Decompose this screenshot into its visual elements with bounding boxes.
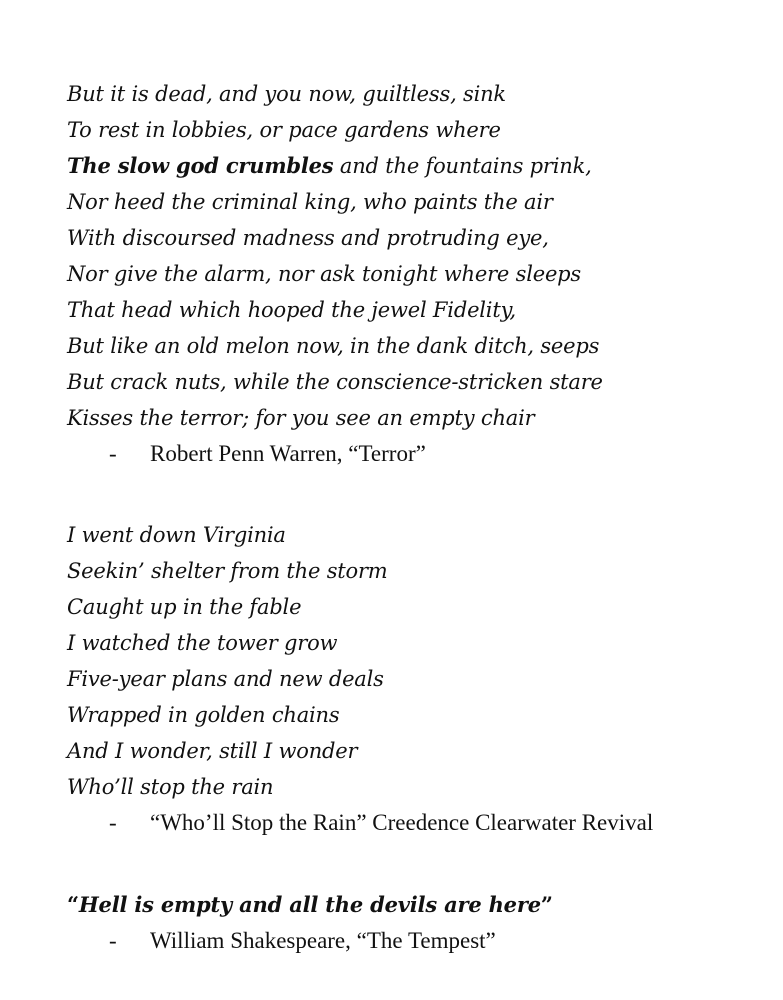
quote-text: Hell is empty and all the devils are here bbox=[78, 892, 541, 917]
attribution-dash: - bbox=[109, 810, 117, 835]
poem-line-continuation: and the fountains prink, bbox=[333, 154, 592, 178]
close-quote-mark: ” bbox=[540, 892, 553, 917]
lyric-line: And I wonder, still I wonder bbox=[67, 739, 358, 763]
poem-line: Nor give the alarm, nor ask tonight where sleeps bbox=[67, 262, 582, 286]
attribution bbox=[67, 923, 767, 959]
quote-line bbox=[67, 887, 767, 923]
poem-line: But like an old melon now, in the dank ditch, seeps bbox=[67, 334, 600, 358]
poem-line: But it is dead, and you now, guiltless, sink bbox=[67, 82, 506, 106]
lyric-line: I went down Virginia bbox=[67, 523, 286, 547]
poem-line: Kisses the terror; for you see an empty chair bbox=[67, 406, 535, 430]
attribution-text: William Shakespeare, “The Tempest” bbox=[150, 928, 496, 953]
lyric-line: Wrapped in golden chains bbox=[67, 703, 340, 727]
lyric-line: Caught up in the fable bbox=[67, 595, 302, 619]
open-quote-mark: “ bbox=[67, 892, 79, 917]
poem-line: To rest in lobbies, or pace gardens where bbox=[67, 118, 501, 142]
attribution bbox=[67, 805, 767, 841]
poem-line: But crack nuts, while the conscience-stricken stare bbox=[67, 370, 603, 394]
lyric-line: Seekin’ shelter from the storm bbox=[67, 559, 388, 583]
poem-stanza-rain bbox=[67, 517, 767, 841]
lyric-line: I watched the tower grow bbox=[67, 631, 338, 655]
poem-stanza-terror bbox=[67, 76, 767, 472]
quote-tempest bbox=[67, 887, 767, 959]
poem-line: Nor heed the criminal king, who paints the air bbox=[67, 190, 553, 214]
lyric-line: Who’ll stop the rain bbox=[67, 775, 274, 799]
bold-phrase: The slow god crumbles bbox=[67, 153, 334, 178]
attribution bbox=[67, 436, 767, 472]
lyric-line: Five-year plans and new deals bbox=[67, 667, 384, 691]
poem-line: That head which hooped the jewel Fidelity, bbox=[67, 298, 516, 322]
attribution-dash: - bbox=[109, 441, 117, 466]
attribution-text: Robert Penn Warren, “Terror” bbox=[150, 441, 426, 466]
attribution-text: “Who’ll Stop the Rain” Creedence Clearwater Revival bbox=[150, 810, 654, 835]
attribution-dash: - bbox=[109, 928, 117, 953]
poem-line: With discoursed madness and protruding eye, bbox=[67, 226, 549, 250]
poem-line bbox=[67, 148, 767, 184]
